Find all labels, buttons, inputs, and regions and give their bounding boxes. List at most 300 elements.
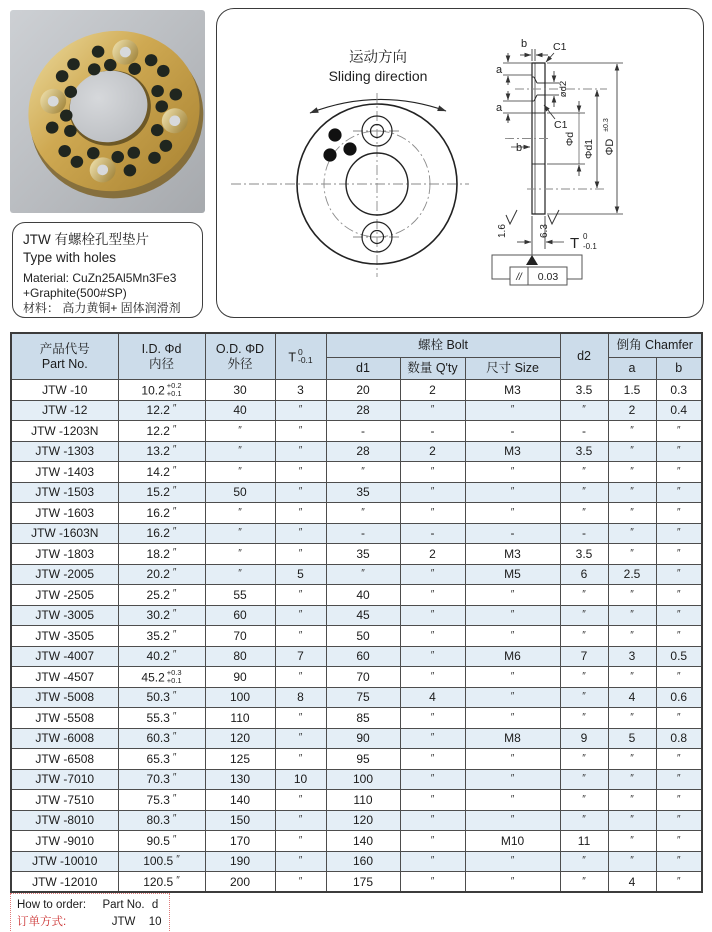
cell-d2: ″ <box>560 605 608 626</box>
header-d1: d1 <box>326 358 400 380</box>
cell-a: ″ <box>608 523 656 544</box>
cell-id: 16.2 ″ <box>118 503 205 524</box>
cell-od: ″ <box>205 441 275 462</box>
cell-id: 75.3 ″ <box>118 790 205 811</box>
cell-part: JTW -3005 <box>11 605 118 626</box>
cell-d1: 60 <box>326 646 400 667</box>
cell-od: 125 <box>205 749 275 770</box>
cell-od: 55 <box>205 585 275 606</box>
cell-od: 200 <box>205 872 275 893</box>
cell-part: JTW -10010 <box>11 851 118 872</box>
cell-b: ″ <box>656 605 702 626</box>
sliding-direction-arc-arrow <box>310 99 446 113</box>
cell-d2: ″ <box>560 687 608 708</box>
cell-d1: - <box>326 523 400 544</box>
cell-od: 70 <box>205 626 275 647</box>
cell-qty: - <box>400 523 465 544</box>
cell-d1: 70 <box>326 667 400 688</box>
table-row <box>11 667 702 688</box>
cell-part: JTW -4007 <box>11 646 118 667</box>
cell-t: 3 <box>275 380 326 401</box>
header-chamfer-a: a <box>608 358 656 380</box>
cell-a: ″ <box>608 585 656 606</box>
cell-id: 20.2 ″ <box>118 564 205 585</box>
cell-d1: 95 <box>326 749 400 770</box>
cell-b: ″ <box>656 749 702 770</box>
label-phi-d1: Φd1 <box>583 138 595 160</box>
cell-part: JTW -1403 <box>11 462 118 483</box>
cell-t: ″ <box>275 626 326 647</box>
cell-part: JTW -9010 <box>11 831 118 852</box>
cell-b: 0.8 <box>656 728 702 749</box>
cell-d1: ″ <box>326 462 400 483</box>
cell-qty: 2 <box>400 441 465 462</box>
cell-qty: - <box>400 421 465 442</box>
cell-size: ″ <box>465 851 560 872</box>
cell-d1: 75 <box>326 687 400 708</box>
cell-t: ″ <box>275 749 326 770</box>
header-thickness: T 0 -0.1 <box>275 333 326 380</box>
cell-part: JTW -1203N <box>11 421 118 442</box>
cell-part: JTW -1503 <box>11 482 118 503</box>
cell-qty: ″ <box>400 749 465 770</box>
cell-id: 90.5 ″ <box>118 831 205 852</box>
cell-id: 60.3 ″ <box>118 728 205 749</box>
cell-part: JTW -6508 <box>11 749 118 770</box>
cell-part: JTW -5508 <box>11 708 118 729</box>
cell-od: 40 <box>205 400 275 421</box>
parallelism-value: 0.03 <box>537 271 559 283</box>
cell-size: ″ <box>465 687 560 708</box>
order-label-zh: 订单方式: <box>17 915 67 928</box>
cell-part: JTW -7010 <box>11 769 118 790</box>
cell-b: ″ <box>656 708 702 729</box>
cell-d2: ″ <box>560 626 608 647</box>
table-row <box>11 462 702 483</box>
cell-od: 130 <box>205 769 275 790</box>
cell-id: 12.2 ″ <box>118 400 205 421</box>
cell-id: 65.3 ″ <box>118 749 205 770</box>
label-roughness-6-3: 6.3 <box>539 224 550 238</box>
cell-qty: ″ <box>400 564 465 585</box>
cell-id: 18.2 ″ <box>118 544 205 565</box>
table-row <box>11 708 702 729</box>
cell-t: ″ <box>275 790 326 811</box>
cell-a: 2 <box>608 400 656 421</box>
cell-size: M6 <box>465 646 560 667</box>
table-row <box>11 646 702 667</box>
cell-qty: ″ <box>400 462 465 483</box>
cell-od: 150 <box>205 810 275 831</box>
table-row <box>11 482 702 503</box>
cell-part: JTW -12 <box>11 400 118 421</box>
cell-t: ″ <box>275 503 326 524</box>
table-row <box>11 441 702 462</box>
cell-d2: 11 <box>560 831 608 852</box>
cell-a: 2.5 <box>608 564 656 585</box>
cell-t: 10 <box>275 769 326 790</box>
cell-t: ″ <box>275 831 326 852</box>
cell-b: 0.4 <box>656 400 702 421</box>
cell-id: 14.2 ″ <box>118 462 205 483</box>
label-a-lower: a <box>495 102 503 114</box>
graphite-plugs <box>323 128 356 161</box>
label-a-upper: a <box>495 64 503 76</box>
cell-d1: ″ <box>326 564 400 585</box>
cell-b: ″ <box>656 523 702 544</box>
cell-qty: ″ <box>400 605 465 626</box>
cell-d2: ″ <box>560 749 608 770</box>
material-line-en-2: +Graphite(500#SP) <box>23 286 127 301</box>
washer-photo-graphic <box>10 10 205 213</box>
cell-a: ″ <box>608 626 656 647</box>
cell-d2: ″ <box>560 400 608 421</box>
cell-part: JTW -3505 <box>11 626 118 647</box>
cell-a: ″ <box>608 462 656 483</box>
cell-d2: ″ <box>560 708 608 729</box>
cell-a: 5 <box>608 728 656 749</box>
table-row <box>11 380 702 401</box>
cell-od: ″ <box>205 523 275 544</box>
cell-a: ″ <box>608 503 656 524</box>
cell-size: ″ <box>465 790 560 811</box>
cell-a: ″ <box>608 810 656 831</box>
cell-id: 50.3 ″ <box>118 687 205 708</box>
cell-id: 35.2 ″ <box>118 626 205 647</box>
cell-t: ″ <box>275 441 326 462</box>
cell-id: 70.3 ″ <box>118 769 205 790</box>
label-thickness-sub: -0.1 <box>583 242 597 251</box>
cell-od: ″ <box>205 544 275 565</box>
cell-od: 120 <box>205 728 275 749</box>
cell-size: M5 <box>465 564 560 585</box>
cell-part: JTW -1603N <box>11 523 118 544</box>
label-c1-mid: C1 <box>554 119 568 131</box>
table-row <box>11 503 702 524</box>
cell-od: ″ <box>205 503 275 524</box>
cell-id: 100.5 ″ <box>118 851 205 872</box>
table-row <box>11 523 702 544</box>
cell-b: ″ <box>656 790 702 811</box>
cell-od: 60 <box>205 605 275 626</box>
header-inner-diameter: I.D. Φd 内径 <box>118 333 205 380</box>
cell-d2: 6 <box>560 564 608 585</box>
cell-id: 120.5 ″ <box>118 872 205 893</box>
table-row <box>11 400 702 421</box>
cell-d2: ″ <box>560 872 608 893</box>
cell-b: ″ <box>656 421 702 442</box>
cell-part: JTW -2005 <box>11 564 118 585</box>
cell-id: 55.3 ″ <box>118 708 205 729</box>
cell-qty: ″ <box>400 769 465 790</box>
cell-d1: 175 <box>326 872 400 893</box>
cell-t: ″ <box>275 523 326 544</box>
cell-id: 30.2 ″ <box>118 605 205 626</box>
cell-d1: 35 <box>326 544 400 565</box>
cell-size: ″ <box>465 872 560 893</box>
cell-d1: 140 <box>326 831 400 852</box>
cell-part: JTW -6008 <box>11 728 118 749</box>
cell-b: ″ <box>656 462 702 483</box>
cell-a: ″ <box>608 421 656 442</box>
cell-part: JTW -2505 <box>11 585 118 606</box>
cell-size: ″ <box>465 749 560 770</box>
cell-size: ″ <box>465 769 560 790</box>
label-thickness-sup: 0 <box>583 232 588 241</box>
cell-od: 30 <box>205 380 275 401</box>
cell-id: 40.2 ″ <box>118 646 205 667</box>
header-chamfer-b: b <box>656 358 702 380</box>
cell-t: ″ <box>275 544 326 565</box>
cell-qty: 2 <box>400 544 465 565</box>
cell-id: 12.2 ″ <box>118 421 205 442</box>
cell-d2: 3.5 <box>560 441 608 462</box>
table-row <box>11 790 702 811</box>
table-row <box>11 872 702 893</box>
header-bolt-group: 螺栓 Bolt <box>326 333 560 358</box>
cell-b: ″ <box>656 831 702 852</box>
cell-a: ″ <box>608 749 656 770</box>
order-part-label: Part No. <box>102 899 145 911</box>
cell-t: ″ <box>275 728 326 749</box>
cell-d1: 20 <box>326 380 400 401</box>
spec-table <box>10 332 703 893</box>
cell-d1: 45 <box>326 605 400 626</box>
cell-d2: ″ <box>560 462 608 483</box>
cell-id: 80.3 ″ <box>118 810 205 831</box>
label-c1-top: C1 <box>553 41 567 53</box>
cell-t: ″ <box>275 708 326 729</box>
cell-part: JTW -4507 <box>11 667 118 688</box>
cell-d2: 7 <box>560 646 608 667</box>
cell-od: 90 <box>205 667 275 688</box>
cell-b: ″ <box>656 667 702 688</box>
cell-d2: ″ <box>560 810 608 831</box>
product-title-zh: JTW 有螺栓孔型垫片 <box>23 232 149 247</box>
cell-qty: ″ <box>400 400 465 421</box>
cell-d2: ″ <box>560 667 608 688</box>
cell-qty: ″ <box>400 503 465 524</box>
cell-size: ″ <box>465 462 560 483</box>
cell-a: 3 <box>608 646 656 667</box>
cell-size: - <box>465 421 560 442</box>
cell-size: ″ <box>465 708 560 729</box>
material-line-en-1: Material: CuZn25Al5Mn3Fe3 <box>23 271 177 286</box>
cell-t: ″ <box>275 605 326 626</box>
cell-a: 4 <box>608 687 656 708</box>
cell-d2: 3.5 <box>560 544 608 565</box>
cell-d1: 110 <box>326 790 400 811</box>
cell-b: ″ <box>656 544 702 565</box>
cell-part: JTW -5008 <box>11 687 118 708</box>
cell-d1: 28 <box>326 441 400 462</box>
cell-size: ″ <box>465 810 560 831</box>
cell-a: ″ <box>608 769 656 790</box>
order-line-1 <box>17 897 163 914</box>
cell-qty: ″ <box>400 667 465 688</box>
cell-qty: ″ <box>400 872 465 893</box>
cell-d2: 9 <box>560 728 608 749</box>
cell-t: ″ <box>275 421 326 442</box>
cell-d2: ″ <box>560 851 608 872</box>
cell-b: ″ <box>656 769 702 790</box>
cell-a: ″ <box>608 831 656 852</box>
cell-qty: ″ <box>400 851 465 872</box>
cell-part: JTW -7510 <box>11 790 118 811</box>
datum-triangle <box>526 255 538 265</box>
cell-od: ″ <box>205 421 275 442</box>
cell-part: JTW -8010 <box>11 810 118 831</box>
cell-b: ″ <box>656 564 702 585</box>
table-row <box>11 769 702 790</box>
table-row <box>11 544 702 565</box>
cell-b: ″ <box>656 851 702 872</box>
cell-d1: 28 <box>326 400 400 421</box>
label-phi-D: ΦD <box>604 138 616 156</box>
order-dim-label: d <box>151 899 159 911</box>
cell-t: ″ <box>275 482 326 503</box>
cell-qty: 4 <box>400 687 465 708</box>
cell-od: 100 <box>205 687 275 708</box>
cell-size: M3 <box>465 544 560 565</box>
table-row <box>11 626 702 647</box>
front-view <box>231 49 469 277</box>
label-b-mid: b <box>515 142 523 154</box>
section-view <box>492 38 623 285</box>
label-phi-d: Φd <box>564 131 576 147</box>
cell-d1: 50 <box>326 626 400 647</box>
table-row <box>11 831 702 852</box>
cell-size: ″ <box>465 626 560 647</box>
header-chamfer-group: 倒角 Chamfer <box>608 333 702 358</box>
cell-a: ″ <box>608 667 656 688</box>
cell-size: - <box>465 523 560 544</box>
technical-drawing-panel <box>216 8 704 318</box>
table-row <box>11 564 702 585</box>
table-row <box>11 687 702 708</box>
table-row <box>11 585 702 606</box>
cell-b: ″ <box>656 503 702 524</box>
header-size: 尺寸 Size <box>465 358 560 380</box>
cell-qty: ″ <box>400 646 465 667</box>
cell-part: JTW -1803 <box>11 544 118 565</box>
cell-qty: ″ <box>400 708 465 729</box>
cell-part: JTW -10 <box>11 380 118 401</box>
cell-t: 5 <box>275 564 326 585</box>
cell-qty: ″ <box>400 790 465 811</box>
sliding-direction-zh: 运动方向 <box>349 50 407 66</box>
cell-t: ″ <box>275 462 326 483</box>
cell-a: ″ <box>608 851 656 872</box>
cell-b: 0.6 <box>656 687 702 708</box>
label-b-top: b <box>520 38 528 50</box>
order-info-box <box>10 893 170 932</box>
cell-d1: 40 <box>326 585 400 606</box>
cell-qty: 2 <box>400 380 465 401</box>
cell-size: ″ <box>465 605 560 626</box>
cell-b: ″ <box>656 626 702 647</box>
cell-d1: 120 <box>326 810 400 831</box>
cell-id: 15.2 ″ <box>118 482 205 503</box>
cell-b: 0.3 <box>656 380 702 401</box>
cell-part: JTW -1303 <box>11 441 118 462</box>
cell-qty: ″ <box>400 810 465 831</box>
sliding-direction-en: Sliding direction <box>328 68 428 84</box>
cell-a: ″ <box>608 708 656 729</box>
cell-d1: - <box>326 421 400 442</box>
cell-b: ″ <box>656 441 702 462</box>
cell-id: 16.2 ″ <box>118 523 205 544</box>
cell-id: 13.2 ″ <box>118 441 205 462</box>
cell-id: 45.2 +0.3 +0.1 <box>118 667 205 688</box>
cell-a: 1.5 <box>608 380 656 401</box>
header-outer-diameter: O.D. ΦD 外径 <box>205 333 275 380</box>
cell-d1: 160 <box>326 851 400 872</box>
cell-id: 10.2 +0.2 +0.1 <box>118 380 205 401</box>
cell-t: ″ <box>275 667 326 688</box>
cell-d2: ″ <box>560 482 608 503</box>
cell-qty: ″ <box>400 831 465 852</box>
cell-od: 50 <box>205 482 275 503</box>
cell-d2: ″ <box>560 585 608 606</box>
table-row <box>11 851 702 872</box>
cell-od: ″ <box>205 564 275 585</box>
cell-a: ″ <box>608 441 656 462</box>
cell-size: M3 <box>465 441 560 462</box>
cell-size: M8 <box>465 728 560 749</box>
cell-t: ″ <box>275 810 326 831</box>
parallelism-symbol: // <box>516 272 522 283</box>
table-row <box>11 728 702 749</box>
cell-od: 170 <box>205 831 275 852</box>
cell-d1: 35 <box>326 482 400 503</box>
cell-od: 80 <box>205 646 275 667</box>
cell-qty: ″ <box>400 728 465 749</box>
material-line-zh: 材料： 高力黄铜+ 固体润滑剂 <box>23 301 181 316</box>
spec-table-body <box>11 380 702 893</box>
centerlines <box>231 93 469 277</box>
cell-size: ″ <box>465 503 560 524</box>
cell-qty: ″ <box>400 585 465 606</box>
cell-a: ″ <box>608 605 656 626</box>
cell-b: 0.5 <box>656 646 702 667</box>
cell-od: 110 <box>205 708 275 729</box>
cell-a: 4 <box>608 872 656 893</box>
order-dim-example: 10 <box>148 915 162 928</box>
header-d2: d2 <box>560 333 608 380</box>
cell-part: JTW -12010 <box>11 872 118 893</box>
cell-d2: ″ <box>560 503 608 524</box>
table-row <box>11 421 702 442</box>
cell-d2: ″ <box>560 790 608 811</box>
cell-size: M3 <box>465 380 560 401</box>
cell-d1: ″ <box>326 503 400 524</box>
cell-size: ″ <box>465 400 560 421</box>
cell-b: ″ <box>656 482 702 503</box>
cell-qty: ″ <box>400 626 465 647</box>
label-phi-D-tolerance: ±0.3 <box>603 118 610 132</box>
cell-t: ″ <box>275 872 326 893</box>
cell-t: ″ <box>275 585 326 606</box>
cell-d2: 3.5 <box>560 380 608 401</box>
table-row <box>11 605 702 626</box>
header-qty: 数量 Q'ty <box>400 358 465 380</box>
cell-t: 7 <box>275 646 326 667</box>
table-row <box>11 810 702 831</box>
cell-a: ″ <box>608 790 656 811</box>
order-part-example: JTW <box>111 915 136 928</box>
cell-part: JTW -1603 <box>11 503 118 524</box>
